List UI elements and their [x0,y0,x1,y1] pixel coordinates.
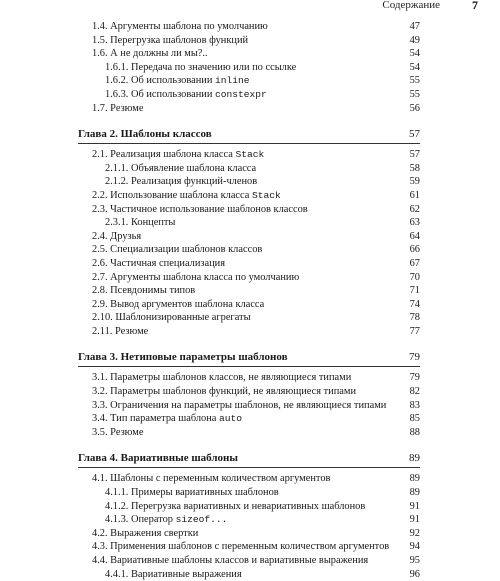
toc-entry-text: Глава 2. Шаблоны классов [78,128,212,141]
header-title: Содержание [382,0,440,11]
toc-entry [0,371,500,385]
toc-entry [0,385,500,399]
toc-entry-text: Глава 3. Нетиповые параметры шаблонов [78,351,288,364]
toc-entry-title [92,243,262,257]
toc-entry-text: 3.5. Резюме [92,426,144,438]
toc-entry-page: 83 [409,399,420,411]
toc-entry [0,472,500,486]
toc-entry-code: Stack [252,189,281,201]
toc-entry-page: 54 [409,61,420,73]
toc-entry [0,148,500,162]
toc-entry-text: 4.3. Применения шаблонов с переменным количеством аргументов [92,541,390,553]
toc-entry [0,61,500,75]
toc-entry-text: 3.2. Параметры шаблонов функций, не являющиеся типами [92,386,357,398]
toc-entry-title [92,102,143,116]
toc-entry [0,554,500,568]
toc-entry-text: 4.4.1. Вариативные выражения [105,568,242,580]
toc-entry-title [105,500,365,514]
toc-entry-text: 4.1.1. Примеры вариативных шаблонов [105,487,279,499]
toc-entry-title [92,47,208,61]
toc-entry-title [105,216,175,230]
toc-entry [0,102,500,116]
toc-entry-page: 71 [409,285,420,297]
toc-entry-title [92,34,248,48]
toc-entry-text: 2.8. Псевдонимы типов [92,285,196,297]
toc-entry [0,216,500,230]
toc-entry-page: 89 [409,452,420,465]
toc-entry-text: 2.1. Реализация шаблона класса [92,149,236,161]
toc-entry-title [92,230,141,244]
toc-entry-text: 2.3.1. Концепты [105,217,176,229]
toc-entry [0,257,500,271]
toc-entry-page: 96 [409,568,420,580]
toc-entry [0,284,500,298]
toc-entry-page: 91 [409,514,420,526]
toc-entry-page: 66 [409,244,420,256]
toc-entry-page: 57 [409,149,420,161]
toc-entry-text: 1.7. Резюме [92,102,144,114]
toc-entry-title [92,298,264,312]
toc-entry-page: 94 [409,541,420,553]
toc-entry-title [92,271,299,285]
toc-entry-title [92,284,195,298]
toc-entry-page: 79 [409,351,420,364]
toc-entry [0,47,500,61]
toc-entry [0,527,500,541]
page-number: 7 [472,0,478,12]
toc-entry-text: 2.6. Частичная специализация [92,257,226,269]
toc-entry-page: 56 [409,102,420,114]
toc-entry [0,203,500,217]
toc-entry-page: 82 [409,386,420,398]
toc-entry-text: 2.1.1. Объявление шаблона класса [105,162,257,174]
toc-entry-text: 4.1. Шаблоны с переменным количеством аргументов [92,473,331,485]
toc-entry-page: 49 [409,34,420,46]
toc-entry-title [78,125,212,143]
table-of-contents [0,20,500,581]
toc-entry-title [92,399,386,413]
toc-entry-title [92,189,281,203]
toc-entry-page: 62 [409,203,420,215]
toc-entry-title [92,527,198,541]
toc-entry-page: 70 [409,271,420,283]
toc-entry-title [92,426,143,440]
toc-entry-title [92,325,148,339]
toc-entry-title [105,74,250,88]
toc-entry-text: 4.1.3. Оператор [105,514,176,526]
toc-entry-page: 64 [409,230,420,242]
toc-entry-page: 54 [409,48,420,60]
toc-entry-text: 3.1. Параметры шаблонов классов, не являющиеся типами [92,372,352,384]
toc-entry-text: 1.6.3. Об использовании [105,88,215,100]
toc-entry-title [105,162,256,176]
toc-entry-text: 2.5. Специализации шаблонов классов [92,244,263,256]
toc-entry-page: 78 [409,312,420,324]
toc-entry-title [78,348,288,366]
toc-entry [0,568,500,581]
toc-chapter-heading [78,348,420,367]
toc-entry-title [92,472,330,486]
toc-entry-code: sizeof... [175,514,228,526]
toc-entry-text: 4.1.2. Перегрузка вариативных и невариативных шаблонов [105,500,366,512]
toc-entry [0,513,500,527]
toc-entry [0,175,500,189]
toc-entry-title [78,449,238,467]
toc-entry-page: 91 [409,500,420,512]
toc-entry-page: 55 [409,88,420,100]
toc-entry [0,230,500,244]
toc-entry-page: 63 [409,217,420,229]
toc-entry-text: 2.4. Друзья [92,230,142,242]
toc-entry-title [92,148,264,162]
toc-entry-page: 74 [409,298,420,310]
toc-entry-text: 2.9. Вывод аргументов шаблона класса [92,298,265,310]
toc-entry [0,88,500,102]
toc-entry-text: 1.5. Перегрузка шаблонов функций [92,34,249,46]
toc-entry [0,34,500,48]
toc-entry-title [92,371,351,385]
toc-entry-page: 89 [409,473,420,485]
toc-entry-text: 4.4. Вариативные шаблоны классов и вариативные выражения [92,555,369,566]
toc-entry-text: 3.4. Тип параметра шаблона [92,413,220,425]
toc-entry-text: 2.1.2. Реализация функций-членов [105,176,258,188]
toc-entry [0,540,500,554]
toc-entry-title [92,20,268,34]
toc-entry-page: 47 [409,21,420,32]
toc-entry [0,399,500,413]
toc-entry [0,500,500,514]
toc-entry-title [105,486,279,500]
toc-entry [0,486,500,500]
toc-entry-title [92,554,368,568]
toc-entry [0,412,500,426]
running-header [0,0,500,12]
toc-entry-title [105,88,267,102]
toc-entry-page: 57 [409,128,420,141]
toc-entry-text: 3.3. Ограничения на параметры шаблонов, не являющиеся типами [92,399,387,411]
toc-entry-text: 1.6.1. Передача по значению или по ссылке [105,61,297,73]
toc-entry-page: 61 [409,189,420,201]
toc-entry-page: 88 [409,426,420,438]
toc-entry-page: 58 [409,162,420,174]
toc-entry-title [92,412,242,426]
toc-entry [0,298,500,312]
toc-chapter-heading [78,449,420,468]
toc-entry [0,162,500,176]
toc-entry-title [92,385,356,399]
toc-entry-title [92,257,225,271]
toc-entry-page: 55 [409,75,420,87]
toc-entry [0,271,500,285]
toc-entry-title [92,311,251,325]
toc-entry [0,311,500,325]
toc-entry-title [105,568,242,581]
toc-entry-code: Stack [235,149,265,161]
toc-entry-text: Глава 4. Вариативные шаблоны [78,452,238,465]
toc-entry-text: 1.6.2. Об использовании [105,75,215,87]
toc-entry [0,74,500,88]
toc-entry [0,325,500,339]
toc-entry-text: 2.3. Частичное использование шаблонов классов [92,203,308,215]
toc-entry-title [105,61,296,75]
toc-entry-page: 89 [409,487,420,499]
toc-entry-page: 59 [409,176,420,188]
toc-entry-title [92,203,308,217]
toc-entry-text: 1.6. А не должны ли мы?.. [92,48,208,60]
toc-entry-code: constexpr [214,88,267,100]
toc-entry-code: auto [219,413,243,425]
toc-entry-page: 85 [409,413,420,425]
toc-entry [0,20,500,34]
toc-chapter-heading [78,125,420,144]
toc-entry-title [105,513,227,527]
toc-entry-text: 2.7. Аргументы шаблона класса по умолчанию [92,271,300,283]
toc-entry-page: 79 [409,372,420,384]
toc-entry-text: 4.2. Выражения свертки [92,527,199,539]
toc-entry [0,243,500,257]
toc-entry-text: 2.11. Резюме [92,325,149,337]
toc-entry-text: 2.10. Шаблонизированные агрегаты [92,312,251,324]
toc-entry [0,426,500,440]
toc-entry-page: 67 [409,257,420,269]
toc-entry-page: 95 [409,555,420,566]
toc-entry-page: 77 [409,325,420,337]
toc-entry-title [105,175,257,189]
toc-entry-title [92,540,389,554]
toc-entry-page: 92 [409,527,420,539]
toc-entry-code: inline [214,75,250,87]
toc-entry-text: 2.2. Использование шаблона класса [92,189,252,201]
toc-entry [0,189,500,203]
toc-entry-text: 1.4. Аргументы шаблона по умолчанию [92,21,268,32]
